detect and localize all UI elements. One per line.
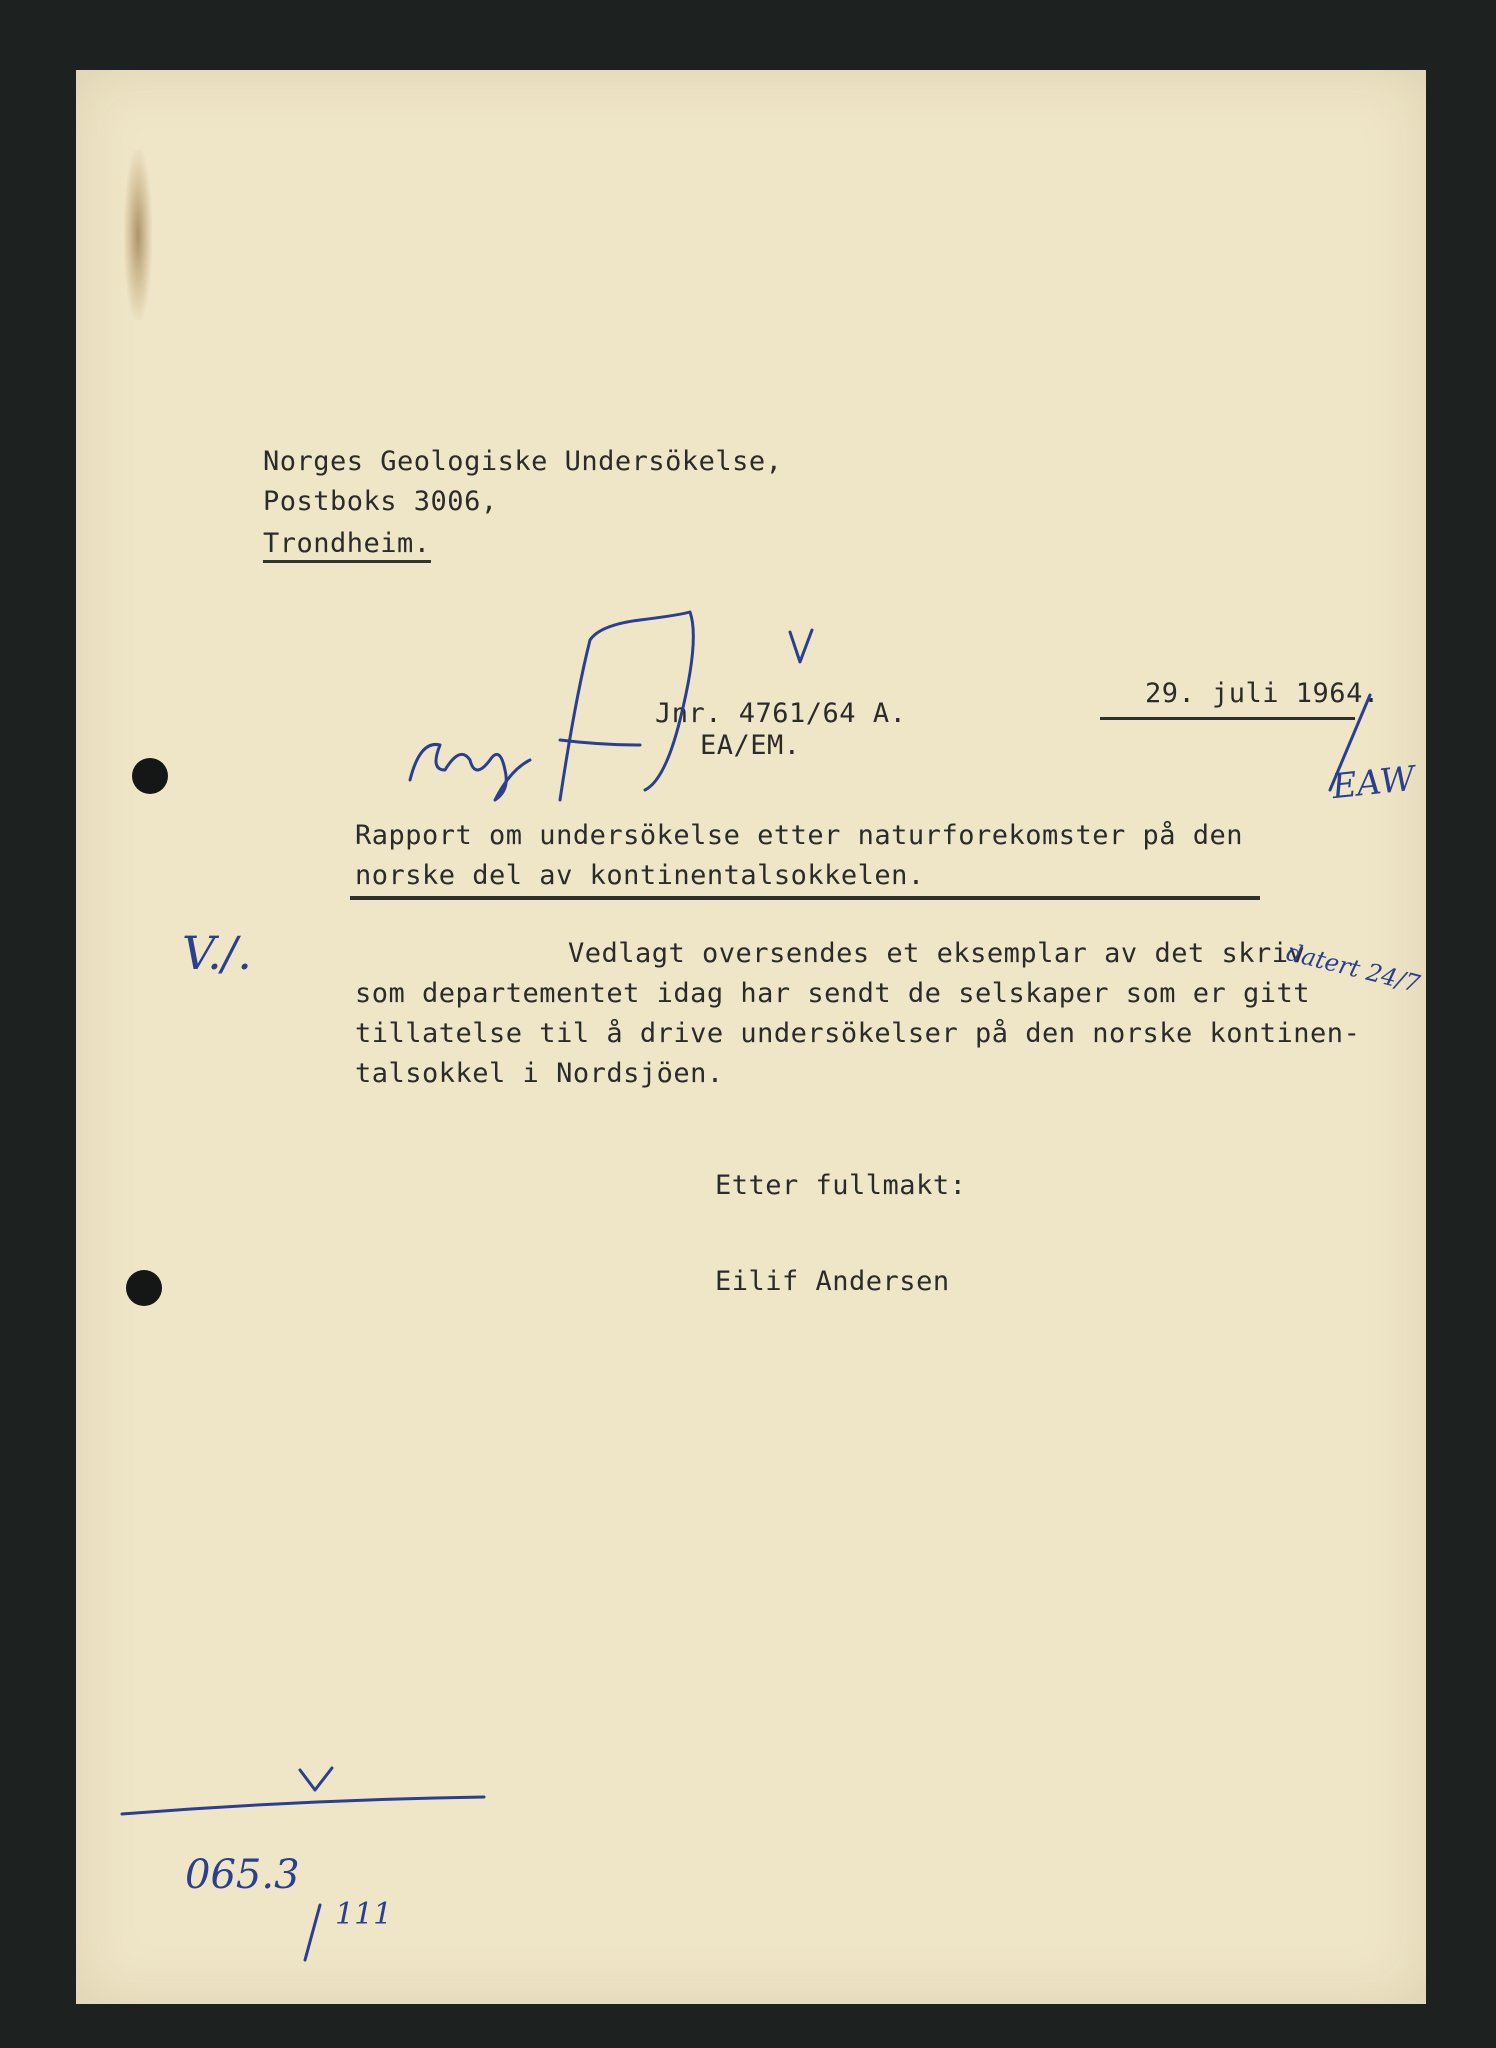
date-note: datert 24/7 — [1283, 938, 1423, 999]
archive-sub: 111 — [335, 1897, 393, 1932]
body-line-3: tillatelse til å drive undersökelser på den norske kontinen- — [355, 1018, 1361, 1049]
archive-line — [122, 1797, 484, 1814]
archive-check — [300, 1768, 332, 1790]
margin-check-mark: V./. — [182, 926, 252, 980]
archive-slash — [305, 1905, 320, 1960]
initial-bar — [560, 740, 640, 745]
journal-number: Jnr. 4761/64 A. — [655, 698, 907, 729]
addressee-city: Trondheim. — [263, 530, 431, 563]
letter-date: 29. juli 1964. — [1145, 678, 1380, 709]
closing-phrase: Etter fullmakt: — [715, 1170, 967, 1201]
body-line-1: Vedlagt oversendes et eksemplar av det skriv — [568, 938, 1306, 969]
body-line-2: som departementet idag har sendt de selskaper som er gitt — [355, 978, 1311, 1009]
date-slash — [1330, 695, 1370, 790]
archive-number: 065.3 — [185, 1852, 300, 1898]
initial-scribble — [560, 612, 693, 800]
subject-line-1: Rapport om undersökelse etter naturforekomster på den — [355, 820, 1244, 851]
reference-initials: EA/EM. — [700, 730, 801, 761]
subject-line-2: norske del av kontinentalsokkelen. — [355, 860, 925, 891]
addressee-line-2: Postboks 3006, — [263, 486, 498, 517]
signatory-name: Eilif Andersen — [715, 1266, 950, 1297]
initials-right: EAW — [1330, 758, 1417, 808]
signature-scribble — [410, 744, 530, 800]
body-line-4: talsokkel i Nordsjöen. — [355, 1058, 724, 1089]
check-mark-top — [790, 630, 812, 662]
addressee-line-1: Norges Geologiske Undersökelse, — [263, 446, 783, 477]
